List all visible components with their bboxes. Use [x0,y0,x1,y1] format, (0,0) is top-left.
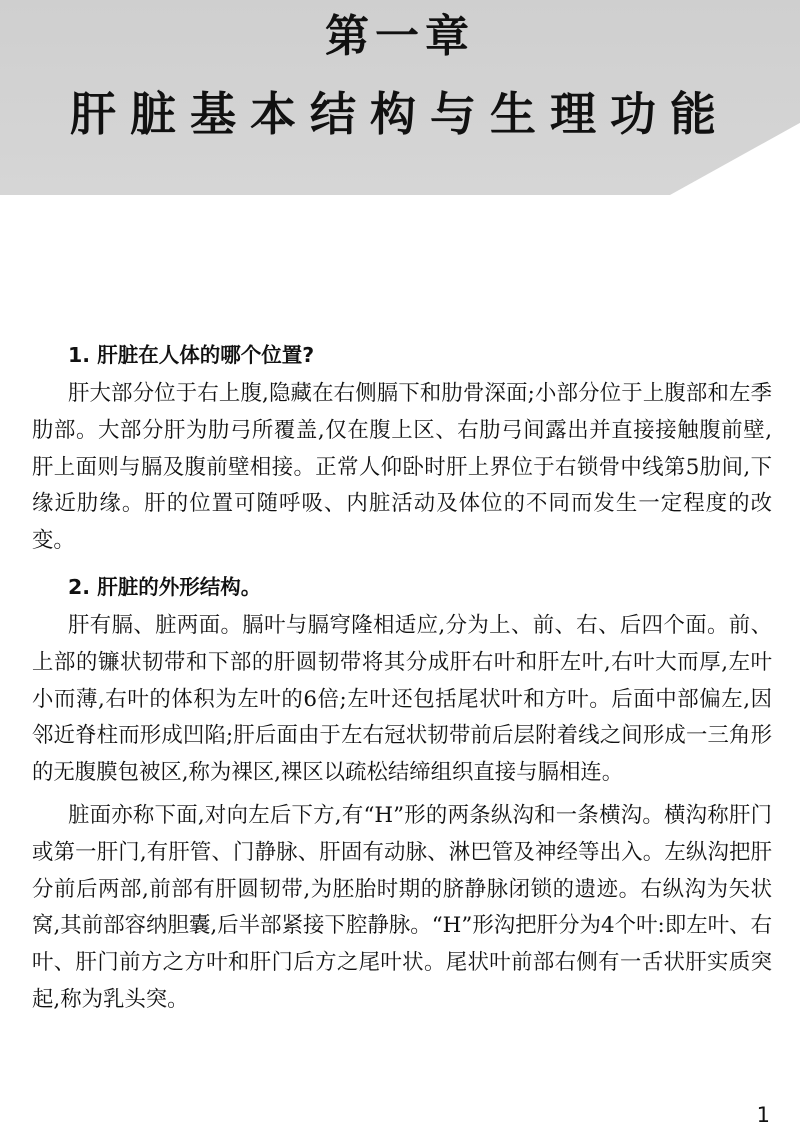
section-1 [32,340,772,560]
chapter-title: 肝脏基本结构与生理功能 [70,87,730,141]
section-title: 2. 肝脏的外形结构。 [68,574,262,599]
paragraph: 肝有膈、脏两面。膈叶与膈穹隆相适应,分为上、前、右、后四个面。前、上部的镰状韧带和下部的肝圆韧带将其分成肝右叶和肝左叶,右叶大而厚,左叶小而薄,右叶的体积为左叶的6倍;左叶还包括尾状叶和方叶。后面中部偏左,因邻近脊柱而形成凹陷;肝后面由于左右冠状韧带前后层附着线之间形成一三角形的无腹膜包被区,称为裸区,裸区以疏松结缔组织直接与膈相连。 [32,612,772,786]
section-title: 1. 肝脏在人体的哪个位置? [68,343,315,367]
section-2 [32,572,772,1019]
page-body [32,340,772,1019]
page-number: 1 [756,1103,770,1127]
paragraph: 脏面亦称下面,对向左后下方,有“H”形的两条纵沟和一条横沟。横沟称肝门或第一肝门,有肝管、门静脉、肝固有动脉、淋巴管及神经等出入。左纵沟把肝分前后两部,前部有肝圆韧带,为胚胎时期的脐静脉闭锁的遗迹。右纵沟为矢状窝,其前部容纳胆囊,后半部紧接下腔静脉。“H”形沟把肝分为4个叶:即左叶、右叶、肝门前方之方叶和肝门后方之尾叶状。尾状叶前部右侧有一舌状肝实质突起,称为乳头突。 [32,802,772,1012]
chapter-number: 第一章 [325,11,475,62]
paragraph: 肝大部分位于右上腹,隐藏在右侧膈下和肋骨深面;小部分位于上腹部和左季肋部。大部分肝为肋弓所覆盖,仅在腹上区、右肋弓间露出并直接接触腹前壁,肝上面则与膈及腹前壁相接。正常人仰卧时肝上界位于右锁骨中线第5肋间,下缘近肋缘。肝的位置可随呼吸、内脏活动及体位的不同而发生一定程度的改变。 [32,381,772,554]
